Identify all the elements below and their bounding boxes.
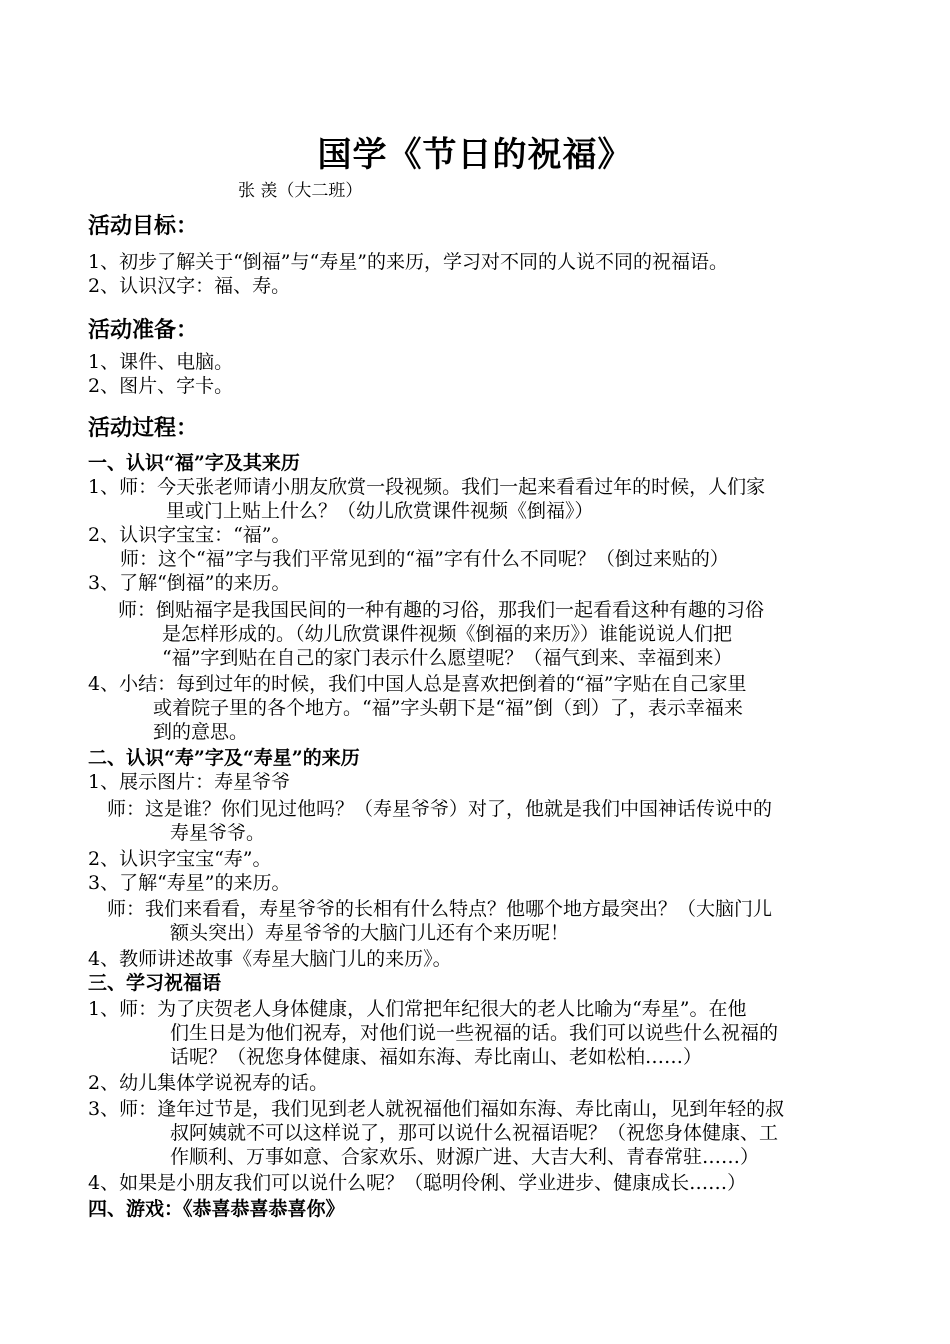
text-line: 师：我们来看看，寿星爷爷的长相有什么特点？他哪个地方最突出？（大脑门儿 [107,898,773,920]
text-line: 作顺利、万事如意、合家欢乐、财源广进、大吉大利、青春常驻……） [170,1146,760,1168]
goals-heading: 活动目标： [88,213,199,239]
section-3-title: 三、学习祝福语 [88,972,222,994]
text-line: 们生日是为他们祝寿，对他们说一些祝福的话。我们可以说些什么祝福的 [170,1022,779,1044]
page-title: 国学《节日的祝福》 [317,135,633,175]
text-line: “福”字到贴在自己的家门表示什么愿望呢？（福气到来、幸福到来） [162,647,733,669]
text-line: 寿星爷爷。 [170,822,266,844]
text-line: 或着院子里的各个地方。“福”字头朝下是“福”倒（到）了，表示幸福来 [153,697,743,719]
text-line: 2、幼儿集体学说祝寿的话。 [88,1072,329,1094]
text-line: 3、师：逢年过节是，我们见到老人就祝福他们福如东海、寿比南山，见到年轻的叔 [88,1098,785,1120]
text-line: 师：倒贴福字是我国民间的一种有趣的习俗，那我们一起看看这种有趣的习俗 [118,599,765,621]
author-line: 张 羡（大二班） [238,181,363,201]
text-line: 3、了解“寿星”的来历。 [88,872,291,894]
text-line: 4、教师讲述故事《寿星大脑门儿的来历》。 [88,948,452,970]
text-line: 1、展示图片：寿星爷爷 [88,771,291,793]
section-4-title: 四、游戏：《恭喜恭喜恭喜你》 [88,1198,345,1220]
goal-item: 1、初步了解关于“倒福”与“寿星”的来历，学习对不同的人说不同的祝福语。 [88,251,728,273]
text-line: 师：这是谁？你们见过他吗？（寿星爷爷）对了，他就是我们中国神话传说中的 [107,798,773,820]
text-line: 到的意思。 [153,721,249,743]
text-line: 里或门上贴上什么？（幼儿欣赏课件视频《倒福》） [166,500,594,522]
process-heading: 活动过程： [88,415,199,441]
text-line: 3、了解“倒福”的来历。 [88,572,291,594]
prep-item: 1、课件、电脑。 [88,351,234,373]
section-2-title: 二、认识“寿”字及“寿星”的来历 [88,747,360,769]
text-line: 2、认识字宝宝“寿”。 [88,848,272,870]
text-line: 叔阿姨就不可以这样说了，那可以说什么祝福语呢？（祝您身体健康、工 [170,1122,779,1144]
text-line: 1、师：为了庆贺老人身体健康，人们常把年纪很大的老人比喻为“寿星”。在他 [88,998,747,1020]
text-line: 4、如果是小朋友我们可以说什么呢？（聪明伶俐、学业进步、健康成长……） [88,1172,747,1194]
prep-heading: 活动准备： [88,317,199,343]
text-line: 是怎样形成的。（幼儿欣赏课件视频《倒福的来历》）谁能说说人们把 [162,623,733,645]
text-line: 4、小结：每到过年的时候，我们中国人总是喜欢把倒着的“福”字贴在自己家里 [88,673,747,695]
text-line: 额头突出）寿星爷爷的大脑门儿还有个来历呢！ [170,922,570,944]
text-line: 话呢？（祝您身体健康、福如东海、寿比南山、老如松柏……） [170,1046,703,1068]
text-line: 1、师：今天张老师请小朋友欣赏一段视频。我们一起来看看过年的时候，人们家 [88,476,766,498]
text-line: 2、认识字宝宝：“福”。 [88,524,291,546]
section-1-title: 一、认识“福”字及其来历 [88,452,300,474]
prep-item: 2、图片、字卡。 [88,375,234,397]
text-line: 师：这个“福”字与我们平常见到的“福”字有什么不同呢？（倒过来贴的） [120,548,729,570]
goal-item: 2、认识汉字：福、寿。 [88,275,291,297]
